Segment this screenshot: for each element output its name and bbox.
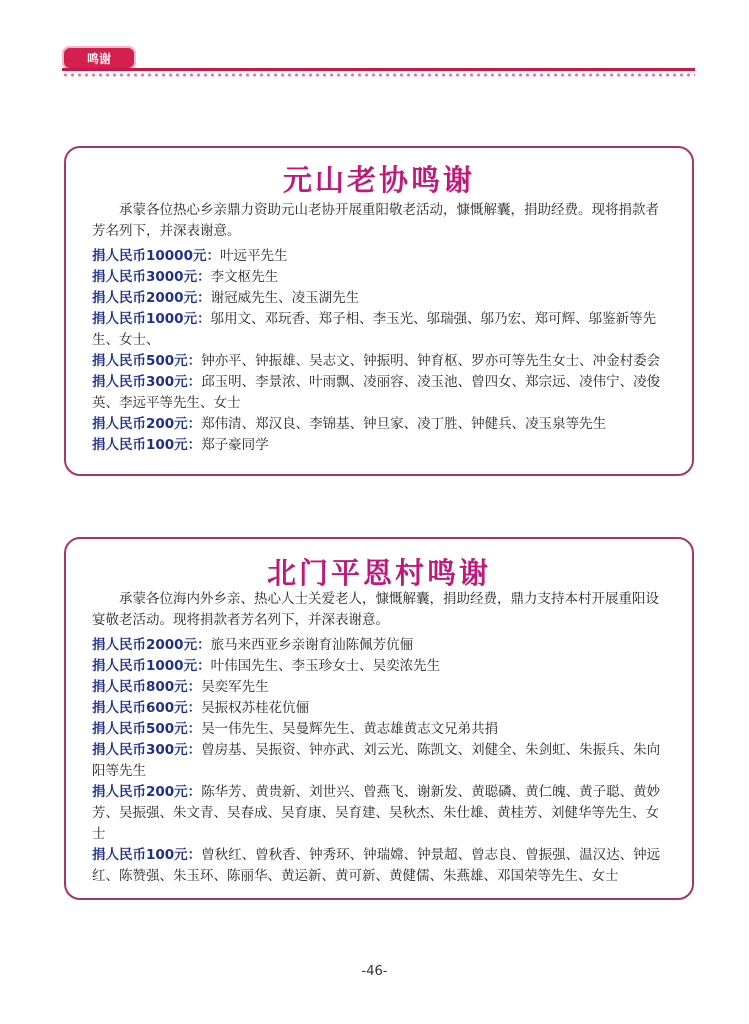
- donor-entry: [92, 414, 670, 435]
- donor-entry: [92, 635, 670, 656]
- donor-names: 邬用文、邓玩香、郑子相、李玉光、邬瑞强、邬乃宏、郑可辉、邬鉴新等先生、女士、: [92, 311, 657, 348]
- donor-names: 曾房基、吴振资、钟亦武、刘云光、陈凯文、刘健全、朱剑虹、朱振兵、朱向阳等先生: [92, 742, 661, 779]
- donor-names: 李文枢先生: [210, 269, 279, 285]
- donor-names: 吴振权苏桂花伉俪: [201, 700, 310, 716]
- donation-amount: 捐人民币1000元：: [92, 658, 211, 674]
- donation-amount: 捐人民币300元：: [92, 374, 202, 390]
- donor-names: 叶远平先生: [219, 248, 288, 264]
- donation-amount: 捐人民币500元：: [92, 353, 202, 369]
- donor-names: 邱玉明、李景浓、叶雨飘、凌丽容、凌玉池、曾四女、郑宗远、凌伟宁、凌俊英、李远平等先生、女士: [92, 374, 661, 411]
- section-title: 北门平恩村鸣谢: [266, 556, 491, 590]
- donor-entry: [92, 351, 670, 372]
- donor-names: 叶伟国先生、李玉珍女士、吴奕浓先生: [210, 658, 441, 674]
- donor-list: [92, 635, 670, 887]
- acknowledgement-box-yuanshan: [64, 146, 694, 476]
- donation-amount: 捐人民币200元：: [92, 416, 202, 432]
- donor-names: 郑子豪同学: [201, 437, 269, 453]
- page-number: -46-: [361, 964, 388, 979]
- donor-entry: [92, 719, 670, 740]
- header-dotted-border: [62, 72, 695, 78]
- donor-entry: [92, 435, 670, 456]
- donor-names: 谢冠威先生、凌玉湖先生: [210, 290, 360, 306]
- section-title: 元山老协鸣谢: [282, 163, 475, 197]
- donor-names: 郑伟清、郑汉良、李锦基、钟旦家、凌丁胜、钟健兵、凌玉泉等先生: [201, 416, 607, 432]
- donor-names: 旅马来西亚乡亲谢育汕陈佩芳伉俪: [210, 637, 414, 653]
- donor-entry: [92, 677, 670, 698]
- donor-list: [92, 246, 670, 456]
- donation-amount: 捐人民币2000元：: [92, 637, 211, 653]
- section-tab: [62, 46, 136, 70]
- donor-entry: [92, 782, 670, 845]
- intro-paragraph: 承蒙各位热心乡亲鼎力资助元山老协开展重阳敬老活动，慷慨解囊，捐助经费。现将捐款者芳名列下，并深表谢意。: [92, 202, 659, 239]
- donor-entry: [92, 656, 670, 677]
- donor-entry: [92, 372, 670, 414]
- intro-paragraph: 承蒙各位海内外乡亲、热心人士关爱老人，慷慨解囊，捐助经费，鼎力支持本村开展重阳设宴敬老活动。现将捐款者芳名列下，并深表谢意。: [92, 591, 659, 628]
- donor-names: 吴奕军先生: [201, 679, 269, 695]
- donor-names: 吴一伟先生、吴曼辉先生、黄志雄黄志文兄弟共捐: [201, 721, 499, 737]
- header-rule: [62, 68, 695, 71]
- donation-amount: 捐人民币10000元：: [92, 248, 220, 264]
- donor-names: 陈华芳、黄贵新、刘世兴、曾燕飞、谢新发、黄聪磷、黄仁魄、黄子聪、黄妙芳、吴振强、朱文青、吴春成、吴育康、吴育建、吴秋杰、朱仕雄、黄桂芳、刘健华等先生、女士: [92, 784, 661, 842]
- donation-amount: 捐人民币2000元：: [92, 290, 211, 306]
- donor-entry: [92, 288, 670, 309]
- donor-names: 钟亦平、钟振雄、吴志文、钟振明、钟育枢、罗亦可等先生女士、冲金村委会: [201, 353, 661, 369]
- donor-entry: [92, 309, 670, 351]
- donation-amount: 捐人民币100元：: [92, 847, 202, 863]
- acknowledgement-box-beimen: [64, 537, 694, 900]
- donation-amount: 捐人民币300元：: [92, 742, 202, 758]
- donor-entry: [92, 246, 670, 267]
- donor-entry: [92, 698, 670, 719]
- donation-amount: 捐人民币500元：: [92, 721, 202, 737]
- donation-amount: 捐人民币800元：: [92, 679, 202, 695]
- donation-amount: 捐人民币100元：: [92, 437, 202, 453]
- donation-amount: 捐人民币1000元：: [92, 311, 211, 327]
- donor-entry: [92, 740, 670, 782]
- donation-amount: 捐人民币200元：: [92, 784, 202, 800]
- donation-amount: 捐人民币600元：: [92, 700, 202, 716]
- section-label: 鸣谢: [86, 52, 111, 66]
- donor-entry: [92, 267, 670, 288]
- donor-entry: [92, 845, 670, 887]
- donation-amount: 捐人民币3000元：: [92, 269, 211, 285]
- donor-names: 曾秋红、曾秋香、钟秀环、钟瑞嫦、钟景超、曾志良、曾振强、温汉达、钟远红、陈赞强、朱玉环、陈丽华、黄运新、黄可新、黄健儒、朱燕雄、邓国荣等先生、女士: [92, 847, 661, 884]
